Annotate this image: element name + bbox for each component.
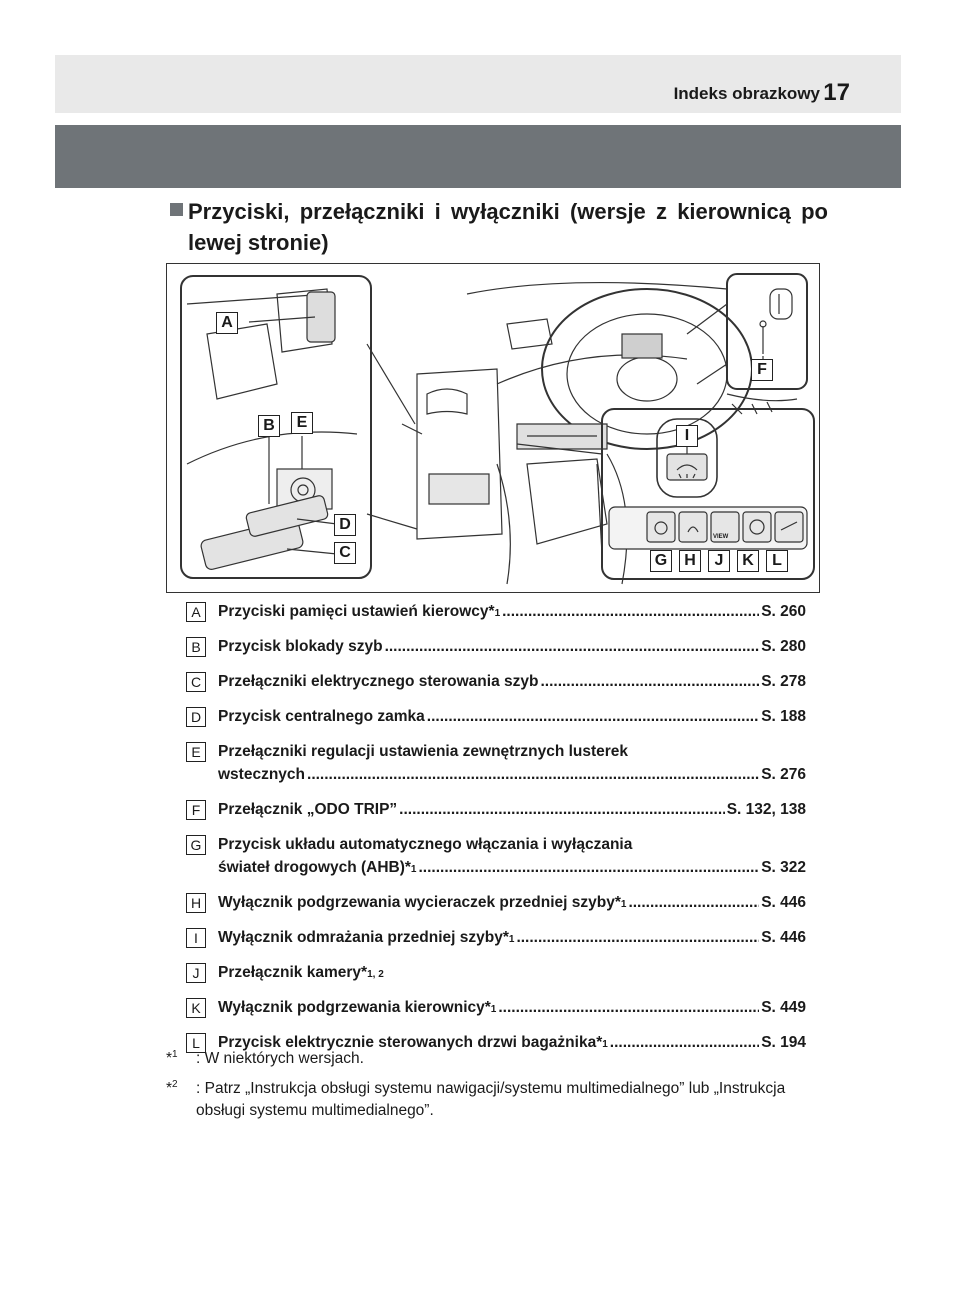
item-line: Przycisk elektrycznie sterowanych drzwi bagażnika* 1 ..... S. 194 [218,1031,806,1054]
item-text: Wyłącznik podgrzewania kierownicy* [218,999,491,1016]
heading-text: Przyciski, przełączniki i wyłączniki (wersje z kierownicą po lewej stronie) [188,199,828,255]
item-line: Wyłącznik podgrzewania kierownicy* 1 ..... S. 449 [218,996,806,1019]
page-number: 17 [823,79,850,106]
item-text: Przycisk centralnego zamka [218,708,425,725]
item-text: świateł drogowych (AHB)* [218,859,411,876]
footnote-asterisk: * [166,1050,173,1067]
item-letter-badge: F [186,800,206,820]
item-letter-badge: A [186,602,206,622]
callout-B: B [258,415,280,437]
page-reference[interactable]: S. 446 [761,894,806,911]
list-item [186,670,806,693]
item-letter-badge: B [186,637,206,657]
item-line: Wyłącznik odmrażania przedniej szyby* 1 ..... S. 446 [218,926,806,949]
callout-C: C [334,542,356,564]
item-text: Wyłącznik odmrażania przedniej szyby* [218,929,509,946]
item-text: Przycisk elektrycznie sterowanych drzwi bagażnika* [218,1034,603,1051]
item-text: Przycisk układu automatycznego włączania i wyłączania [218,836,633,853]
dot-leader [498,996,759,1019]
item-letter-badge: I [186,928,206,948]
footnotes [166,1048,806,1130]
item-text: Przełączniki regulacji ustawienia zewnętrznych lusterek [218,743,629,760]
callout-I: I [676,425,698,447]
list-item [186,740,806,786]
item-line: świateł drogowych (AHB)* 1 ..... S. 322 [218,856,806,879]
item-line [218,635,806,658]
item-list [186,600,806,1066]
item-line [218,740,806,763]
footnote [166,1078,806,1122]
dot-leader [418,856,759,879]
item-letter-badge: H [186,893,206,913]
item-line [218,833,806,856]
item-letter-badge: J [186,963,206,983]
item-line: Przyciski pamięci ustawień kierowcy* 1 ..... S. 260 [218,600,806,623]
footnote-number: 1 [172,1048,178,1060]
item-text: Przycisk blokady szyb [218,638,383,655]
item-text: Wyłącznik podgrzewania wycieraczek przedniej szyby* [218,894,621,911]
callout-G: G [650,550,672,572]
callout-E: E [291,412,313,434]
list-item [186,891,806,914]
list-item [186,600,806,623]
header-title: Indeks obrazkowy [673,84,820,103]
item-line [218,798,806,821]
item-line: Wyłącznik podgrzewania wycieraczek przedniej szyby* 1 ..... S. 446 [218,891,806,914]
section-band [55,125,901,188]
footnote [166,1048,806,1070]
item-line [218,763,806,786]
view-switch-label: VIEW [713,534,729,540]
item-letter-badge: G [186,835,206,855]
footnote-text: : W niektórych wersjach. [196,1050,364,1067]
dot-leader [399,798,725,821]
page-reference[interactable]: S. 188 [761,708,806,725]
page-reference[interactable]: S. 194 [761,1034,806,1051]
callout-H: H [679,550,701,572]
dot-leader [628,891,759,914]
item-text: Przełącznik kamery* [218,964,368,981]
item-letter-badge: K [186,998,206,1018]
list-item [186,798,806,821]
page-reference[interactable]: S. 446 [761,929,806,946]
item-line [218,670,806,693]
item-letter-badge: C [186,672,206,692]
page-reference[interactable]: S. 276 [761,766,806,783]
dot-leader [516,926,759,949]
page-reference[interactable]: S. 132, 138 [726,801,806,818]
callout-F: F [751,359,773,381]
list-item [186,926,806,949]
list-item [186,961,806,984]
footnote-mark [166,1078,178,1100]
page-reference[interactable]: S. 449 [761,999,806,1016]
callout-K: K [737,550,759,572]
item-letter-badge: L [186,1033,206,1053]
dot-leader [427,705,759,728]
item-line: Przełącznik kamery* 1, 2 [218,961,806,984]
footnote-asterisk: * [166,1080,173,1097]
item-text: wstecznych [218,766,306,783]
item-text: Przełączniki elektrycznego sterowania szyb [218,673,539,690]
figure-illustration [166,263,820,593]
item-text: Przyciski pamięci ustawień kierowcy* [218,603,495,620]
page-reference[interactable]: S. 322 [761,859,806,876]
item-letter-badge: E [186,742,206,762]
page-reference[interactable]: S. 260 [761,603,806,620]
list-item [186,833,806,879]
dot-leader [502,600,759,623]
list-item [186,705,806,728]
callout-A: A [216,312,238,334]
footnote-number: 2 [172,1078,178,1090]
footnote-mark [166,1048,178,1070]
heading-marker [170,203,183,216]
section-heading [188,196,828,258]
page-reference[interactable]: S. 280 [761,638,806,655]
list-item [186,635,806,658]
footnote-text: : Patrz „Instrukcja obsługi systemu nawigacji/systemu multimedialnego” lub „Instrukcja obsługi systemu multimedialnego”. [196,1080,786,1119]
item-line [218,705,806,728]
callout-D: D [334,514,356,536]
page-reference[interactable]: S. 278 [761,673,806,690]
dot-leader [540,670,759,693]
dot-leader [385,635,760,658]
item-letter-badge: D [186,707,206,727]
item-text: Przełącznik „ODO TRIP” [218,801,398,818]
dot-leader [307,763,759,786]
callout-J: J [708,550,730,572]
list-item [186,996,806,1019]
callout-L: L [766,550,788,572]
